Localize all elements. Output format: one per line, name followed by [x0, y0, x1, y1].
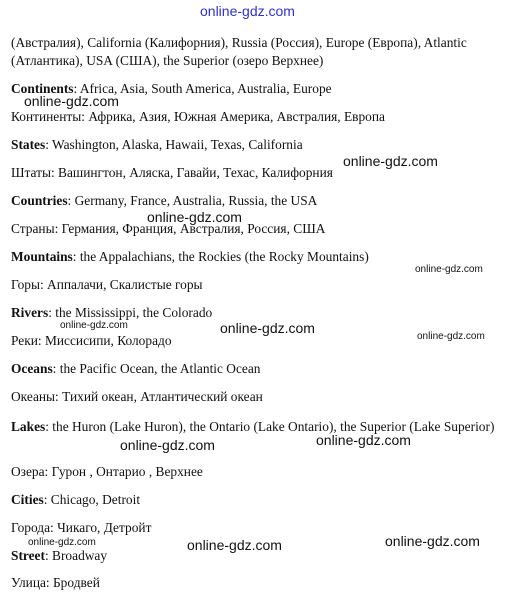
watermark: online-gdz.com [60, 320, 128, 331]
watermark: online-gdz.com [187, 537, 282, 553]
watermark: online-gdz.com [415, 264, 483, 275]
watermark: online-gdz.com [24, 93, 119, 109]
section-mountains-russian: Горы: Аппалачи, Скалистые горы [11, 277, 203, 292]
watermark: online-gdz.com [28, 537, 96, 548]
section-countries-russian: Страны: Германия, Франция, Австралия, Россия, США [11, 221, 326, 236]
watermark: online-gdz.com [417, 331, 485, 342]
section-street-russian: Улица: Бродвей [11, 575, 100, 590]
watermark: online-gdz.com [220, 320, 315, 336]
section-continents-heading: Continents [11, 81, 74, 96]
section-oceans-russian: Океаны: Тихий океан, Атлантический океан [11, 389, 263, 404]
section-oceans-english [11, 360, 511, 378]
section-states-english [11, 136, 511, 154]
section-lakes-russian: Озера: Гурон , Онтарио , Верхнее [11, 464, 203, 479]
section-oceans-items: : the Pacific Ocean, the Atlantic Ocean [52, 361, 261, 376]
section-cities-heading: Cities [11, 492, 44, 507]
watermark: online-gdz.com [316, 432, 411, 448]
section-lakes-english [11, 418, 508, 436]
section-cities-items: : Chicago, Detroit [43, 492, 141, 507]
section-states-russian: Штаты: Вашингтон, Аляска, Гавайи, Техас, Калифорния [11, 165, 333, 180]
intro-text: (Австралия), California (Калифорния), Russia (Россия), Europe (Европа), Atlantic (Атлантика), USA (США), the Superior (озеро Верхнее) [11, 35, 467, 68]
watermark: online-gdz.com [147, 209, 242, 225]
section-cities-russian: Города: Чикаго, Детройт [11, 520, 152, 535]
watermark: online-gdz.com [120, 437, 215, 453]
section-countries-items: : Germany, France, Australia, Russia, the USA [67, 193, 318, 208]
section-mountains-heading: Mountains [11, 249, 73, 264]
section-street-heading: Street [11, 548, 45, 563]
section-mountains-items: : the Appalachians, the Rockies (the Rocky Mountains) [72, 249, 369, 264]
section-continents-items: : Africa, Asia, South America, Australia, Europe [73, 81, 332, 96]
section-continents-russian: Континенты: Африка, Азия, Южная Америка, Австралия, Европа [11, 109, 385, 124]
section-rivers-russian: Реки: Миссисипи, Колорадо [11, 333, 172, 348]
section-lakes-items: : the Huron (Lake Huron), the Ontario (Lake Ontario), the Superior (Lake Superior) [45, 419, 495, 434]
section-lakes-heading: Lakes [11, 419, 46, 434]
section-states-heading: States [11, 137, 46, 152]
section-street-items: : Broadway [44, 548, 108, 563]
section-rivers-items: : the Mississippi, the Colorado [48, 305, 213, 320]
section-rivers-heading: Rivers [11, 305, 49, 320]
section-states-items: : Washington, Alaska, Hawaii, Texas, California [45, 137, 303, 152]
header-watermark: online-gdz.com [200, 3, 295, 19]
section-countries-heading: Countries [11, 193, 68, 208]
watermark: online-gdz.com [385, 533, 480, 549]
section-cities-english [11, 491, 511, 509]
section-countries-english [11, 192, 511, 210]
watermark: online-gdz.com [343, 153, 438, 169]
section-oceans-heading: Oceans [11, 361, 53, 376]
